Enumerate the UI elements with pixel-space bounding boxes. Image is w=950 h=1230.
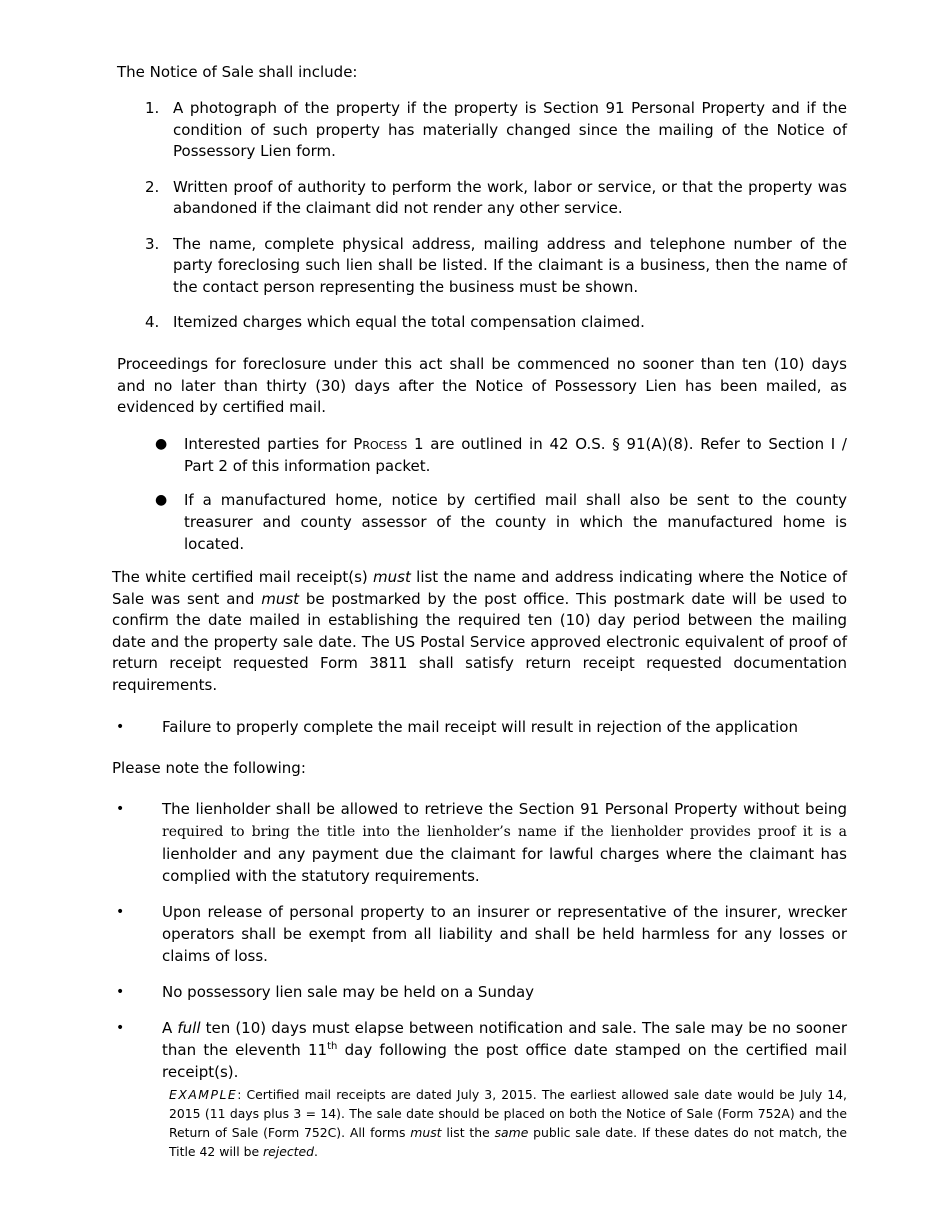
example-note (169, 1085, 847, 1161)
bullet-icon: • (116, 1020, 125, 1036)
superscript: th (327, 1041, 338, 1052)
list-number: 2. (145, 177, 160, 196)
list-item (145, 312, 847, 334)
failure-list (116, 716, 847, 750)
list-item-text: Failure to properly complete the mail receipt will result in rejection of the application (162, 718, 798, 736)
intro-heading: The Notice of Sale shall include: (117, 63, 358, 81)
list-item-text: The name, complete physical address, mailing address and telephone number of the party foreclosing such lien shall be listed. If the claimant is a business, then the name of the contact person representing the business must be shown. (173, 234, 847, 296)
list-item-text (184, 433, 847, 477)
list-item-text: Upon release of personal property to an insurer or representative of the insurer, wrecker operators shall be exempt from all liability and shall be held harmless for any losses or claims of loss. (162, 903, 847, 965)
list-item (116, 981, 847, 1003)
list-number: 3. (145, 234, 160, 253)
example-label: EXAMPLE (169, 1087, 238, 1102)
bullet-icon: • (116, 719, 125, 735)
numbered-list (145, 98, 847, 348)
list-item-text (162, 1017, 847, 1161)
list-item-text: Written proof of authority to perform the work, labor or service, or that the property was abandoned if the claimant did not render any other service. (173, 177, 847, 217)
text-run: : Certified mail receipts are dated July 3, 2015. The earliest allowed sale date would be July 14, 2015 (11 days plus 3 = 14). The sale date should be placed on both the Notice of Sale (Form 752A) and the Return of Sale (Form 752C). All forms (169, 1087, 847, 1140)
bullet-icon: • (116, 904, 125, 920)
list-item-text (162, 798, 847, 887)
list-item-text: A photograph of the property if the property is Section 91 Personal Property and if the condition of such property has materially changed since the mailing of the Notice of Possessory Lien form. (173, 99, 847, 160)
emphasis: must (373, 568, 411, 586)
text-run: 1 are outlined in 42 O.S. § 91(A)(8). Refer to Section I / Part 2 of this information packet. (184, 435, 847, 475)
sale-timing-text (162, 1017, 847, 1083)
bullet-icon: ● (155, 436, 168, 452)
certified-mail-paragraph (112, 567, 847, 696)
emphasis: full (177, 1019, 201, 1037)
list-item (116, 716, 847, 738)
interested-parties-list (155, 433, 847, 567)
list-item (145, 234, 847, 299)
text-run: public sale date. If these dates do not match, the Title 42 will be (169, 1125, 847, 1159)
text-run: A (162, 1019, 178, 1037)
proceedings-paragraph: Proceedings for foreclosure under this act shall be commenced no sooner than ten (10) days and no later than thirty (30) days after the Notice of Possessory Lien has been mailed, as evidenced by certified mail. (117, 355, 847, 416)
text-run: required to bring the title into the lienholder’s name if the lienholder provides proof it is a (162, 824, 847, 840)
text-run: list the name and address indicating where the Notice of Sale was sent and (112, 568, 848, 608)
text-run: The white certified mail receipt(s) (112, 568, 374, 586)
bullet-icon: • (116, 801, 125, 817)
list-item (155, 489, 847, 555)
process-term: Process (353, 435, 408, 453)
text-run: Interested parties for (184, 435, 354, 453)
text-run: . (313, 1144, 318, 1159)
list-number: 1. (145, 99, 160, 117)
list-item (145, 177, 847, 220)
bullet-icon: • (116, 984, 125, 1000)
text-run: list the (441, 1125, 495, 1140)
text-run: The lienholder shall be allowed to retrieve the Section 91 Personal Property without being (162, 800, 847, 818)
text-run: be postmarked by the post office. This postmark date will be used to confirm the date mailed in establishing the required ten (10) day period between the mailing date and the property sale date. The US Postal Service approved electronic equivalent of proof of return receipt requested Form 3811 shall satisfy return receipt requested documentation requirements. (112, 589, 848, 694)
list-item (116, 798, 847, 887)
list-item-text: No possessory lien sale may be held on a Sunday (162, 983, 535, 1001)
list-item (145, 98, 847, 163)
list-item (155, 433, 847, 477)
emphasis: same (494, 1125, 529, 1140)
list-number: 4. (145, 313, 160, 331)
list-item-text: Itemized charges which equal the total compensation claimed. (173, 313, 645, 331)
please-note-heading: Please note the following: (112, 759, 306, 777)
text-run: lienholder and any payment due the claimant for lawful charges where the claimant has complied with the statutory requirements. (162, 845, 847, 885)
notes-list (116, 798, 847, 1175)
emphasis: must (261, 589, 300, 608)
text-run: day following the post office date stamped on the certified mail receipt(s). (162, 1041, 847, 1081)
emphasis: must (410, 1125, 442, 1140)
list-item-text: If a manufactured home, notice by certified mail shall also be sent to the county treasurer and county assessor of the county in which the manufactured home is located. (184, 491, 847, 553)
emphasis: rejected (263, 1144, 314, 1159)
text-run: ten (10) days must elapse between notification and sale. The sale may be no sooner than the eleventh 11 (162, 1019, 847, 1059)
bullet-icon: ● (155, 492, 168, 508)
list-item (116, 901, 847, 967)
list-item (116, 1017, 847, 1161)
